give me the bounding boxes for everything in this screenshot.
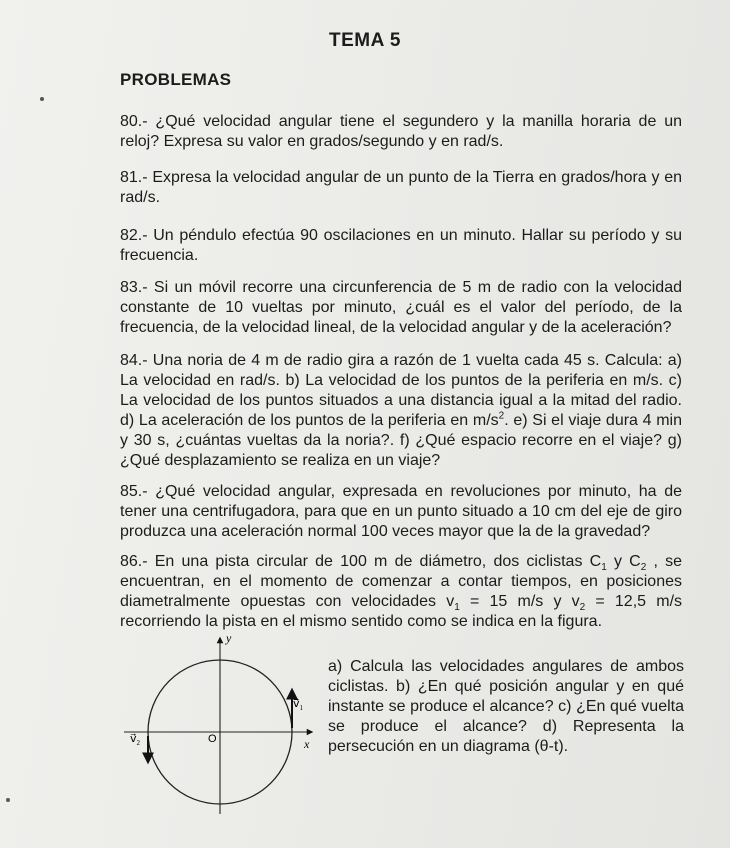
circular-track-figure	[116, 628, 326, 818]
v2-subscript: 2	[136, 739, 141, 747]
problem-84-text-a: 84.- Una noria de 4 m de radio gira a razón de 1 vuelta cada 45 s. Calcula: a) La velocidad en rad/s. b) La velocidad de los puntos de la periferia en m/s. c) La velocidad de los puntos situados a una distancia igual a la mitad del radio. d) La aceleración de los puntos de la periferia en m/s	[120, 352, 682, 429]
problem-86-sub-4: 2	[579, 602, 586, 614]
paper-speck	[6, 798, 10, 802]
problem-82: 82.- Un péndulo efectúa 90 oscilaciones en un minuto. Hallar su período y su frecuencia.	[120, 227, 682, 264]
v2-label	[130, 733, 141, 747]
v1-label	[293, 698, 304, 712]
problem-80: 80.- ¿Qué velocidad angular tiene el segundero y la manilla horaria de un reloj? Expresa su valor en grados/segundo y en rad/s.	[120, 113, 682, 150]
problem-84-exponent: 2	[498, 410, 505, 422]
problem-86	[120, 552, 682, 632]
problem-86-text-1: 86.- En una pista circular de 100 m de diámetro, dos ciclistas C	[120, 553, 602, 570]
page-title: TEMA 5	[329, 30, 401, 51]
problem-86-text-2: y C	[606, 553, 641, 570]
problem-86-sub-3: 1	[454, 602, 460, 614]
problem-86-text-4: = 15 m/s y v	[459, 593, 580, 610]
section-heading: PROBLEMAS	[120, 70, 232, 89]
y-axis-label: y	[226, 631, 232, 645]
v1-symbol: v⃗	[293, 698, 300, 710]
problem-86-questions: a) Calcula las velocidades angulares de ambos ciclistas. b) ¿En qué posición angular y en qué instante se produce el alcance? c) ¿En qué vuelta se produce el alcance? d) Representa la persecución en un diagrama (θ-t).	[328, 658, 684, 755]
problem-86-text-3: , se encuentran, en el momento de comenzar a contar tiempos, en posiciones diametralmente opuestas con velocidades v	[120, 553, 682, 610]
problem-85: 85.- ¿Qué velocidad angular, expresada en revoluciones por minuto, ha de tener una centrifugadora, para que en un punto situado a 10 cm del eje de giro produzca una aceleración normal 100 veces mayor que la de la gravedad?	[120, 483, 682, 540]
problem-86-text-5: = 12,5 m/s recorriendo la pista en el mismo sentido como se indica en la figura.	[120, 593, 683, 630]
origin-label: O	[208, 733, 217, 745]
problem-86-sub-2: 2	[640, 562, 647, 574]
problem-84	[120, 351, 682, 471]
problem-83: 83.- Si un móvil recorre una circunferencia de 5 m de radio con la velocidad constante de 10 vueltas por minuto, ¿cuál es el valor del período, de la frecuencia, de la velocidad lineal, de la velocidad angular y de la aceleración?	[120, 279, 682, 336]
v1-subscript: 1	[299, 704, 304, 712]
problem-86-sub-1: 1	[601, 562, 607, 574]
problem-84-text-b: . e) Si el viaje dura 4 min y 30 s, ¿cuántas vueltas da la noria?. f) ¿Qué espacio recorre en el viaje? g) ¿Qué desplazamiento se realiza en un viaje?	[120, 412, 683, 469]
v2-symbol: v⃗	[130, 733, 137, 745]
problem-81: 81.- Expresa la velocidad angular de un punto de la Tierra en grados/hora y en rad/s.	[120, 169, 682, 206]
paper-speck	[40, 97, 44, 101]
x-axis-label: x	[304, 737, 310, 751]
